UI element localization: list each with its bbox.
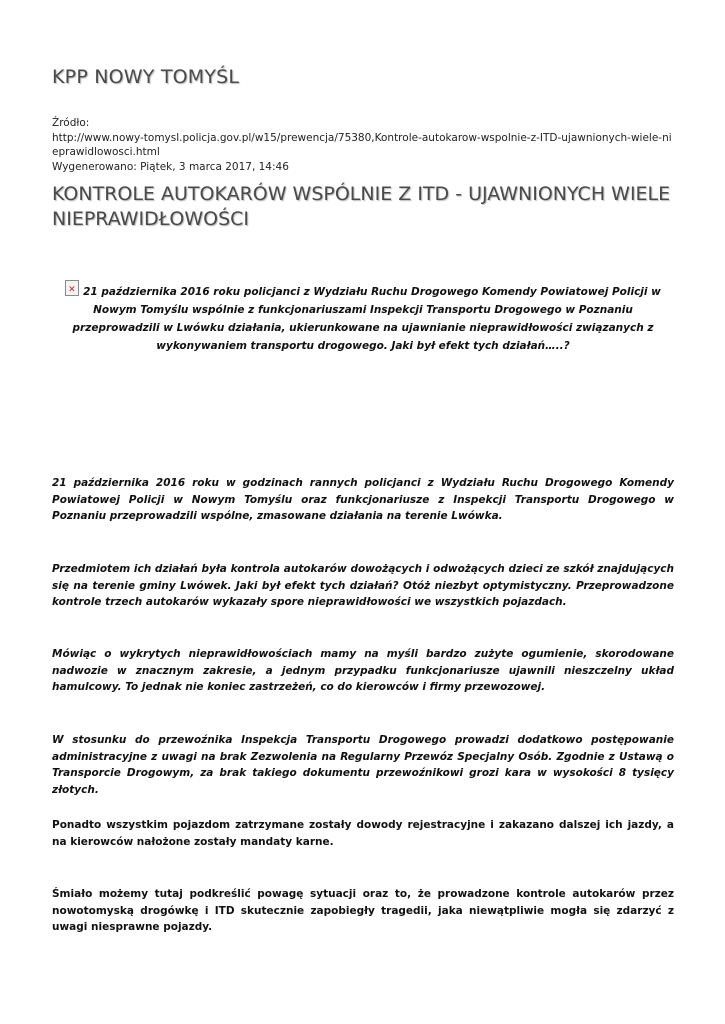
- lead-text: 21 października 2016 roku policjanci z Wydziału Ruchu Drogowego Komendy Powiatowej Policji w Nowym Tomyślu wspólnie z funkcjonariuszami Inspekcji Transportu Drogowego w Poznaniu przeprowadzili w Lwówku działania, ukierunkowane na ujawnianie nieprawidłowości związanych z wykonywaniem transportu drogowego. Jaki był efekt tych działań…..?: [72, 286, 661, 352]
- article-lead: [52, 280, 674, 355]
- article-title: KONTROLE AUTOKARÓW WSPÓLNIE Z ITD - UJAWNIONYCH WIELE NIEPRAWIDŁOWOŚCI: [52, 183, 671, 230]
- paragraph-2: Przedmiotem ich działań była kontrola autokarów dowożących i odwożących dzieci ze szkół znajdujących się na terenie gminy Lwówek. Jaki był efekt tych działań? Otóż niezbyt optymistyczny. Przeprowadzone kontrole trzech autokarów wykazały spore nieprawidłowości we wszystkich pojazdach.: [52, 563, 674, 608]
- broken-image-icon: [65, 280, 79, 296]
- paragraph-1: 21 października 2016 roku w godzinach rannych policjanci z Wydziału Ruchu Drogowego Komendy Powiatowej Policji w Nowym Tomyślu oraz funkcjonariusze z Inspekcji Transportu Drogowego w Poznaniu przeprowadzili wspólne, zmasowane działania na terenie Lwówka.: [52, 477, 674, 522]
- site-title: KPP NOWY TOMYŚL: [52, 66, 240, 88]
- source-label: Źródło:: [52, 117, 90, 129]
- paragraph-3: Mówiąc o wykrytych nieprawidłowościach mamy na myśli bardzo zużyte ogumienie, skorodowane nadwozie w znacznym zakresie, a jednym przypadku funkcjonariusze ujawnili nieszczelny układ hamulcowy. To jednak nie koniec zastrzeżeń, co do kierowców i firmy przewozowej.: [52, 648, 674, 693]
- source-meta: [52, 116, 677, 174]
- paragraph-4: W stosunku do przewoźnika Inspekcja Transportu Drogowego prowadzi dodatkowo postępowanie administracyjne z uwagi na brak Zezwolenia na Regularny Przewóz Specjalny Osób. Zgodnie z Ustawą o Transporcie Drogowym, za brak takiego dokumentu przewoźnikowi grozi kara w wysokości 8 tysięcy złotych.: [52, 734, 674, 796]
- generated-date: Wygenerowano: Piątek, 3 marca 2017, 14:46: [52, 160, 289, 173]
- paragraph-5: Ponadto wszystkim pojazdom zatrzymane zostały dowody rejestracyjne i zakazano dalszej ich jazdy, a na kierowców nałożone zostały mandaty karne.: [52, 819, 674, 848]
- paragraph-6: Śmiało możemy tutaj podkreślić powagę sytuacji oraz to, że prowadzone kontrole autokarów przez nowotomyską drogówkę i ITD skutecznie zapobiegły tragedii, jaka niewątpliwie mogła się zdarzyć z uwagi niesprawne pojazdy.: [52, 888, 674, 933]
- source-url[interactable]: http://www.nowy-tomysl.policja.gov.pl/w15/prewencja/75380,Kontrole-autokarow-wspolnie-z-ITD-ujawnionych-wiele-nieprawidlowosci.html: [52, 131, 672, 158]
